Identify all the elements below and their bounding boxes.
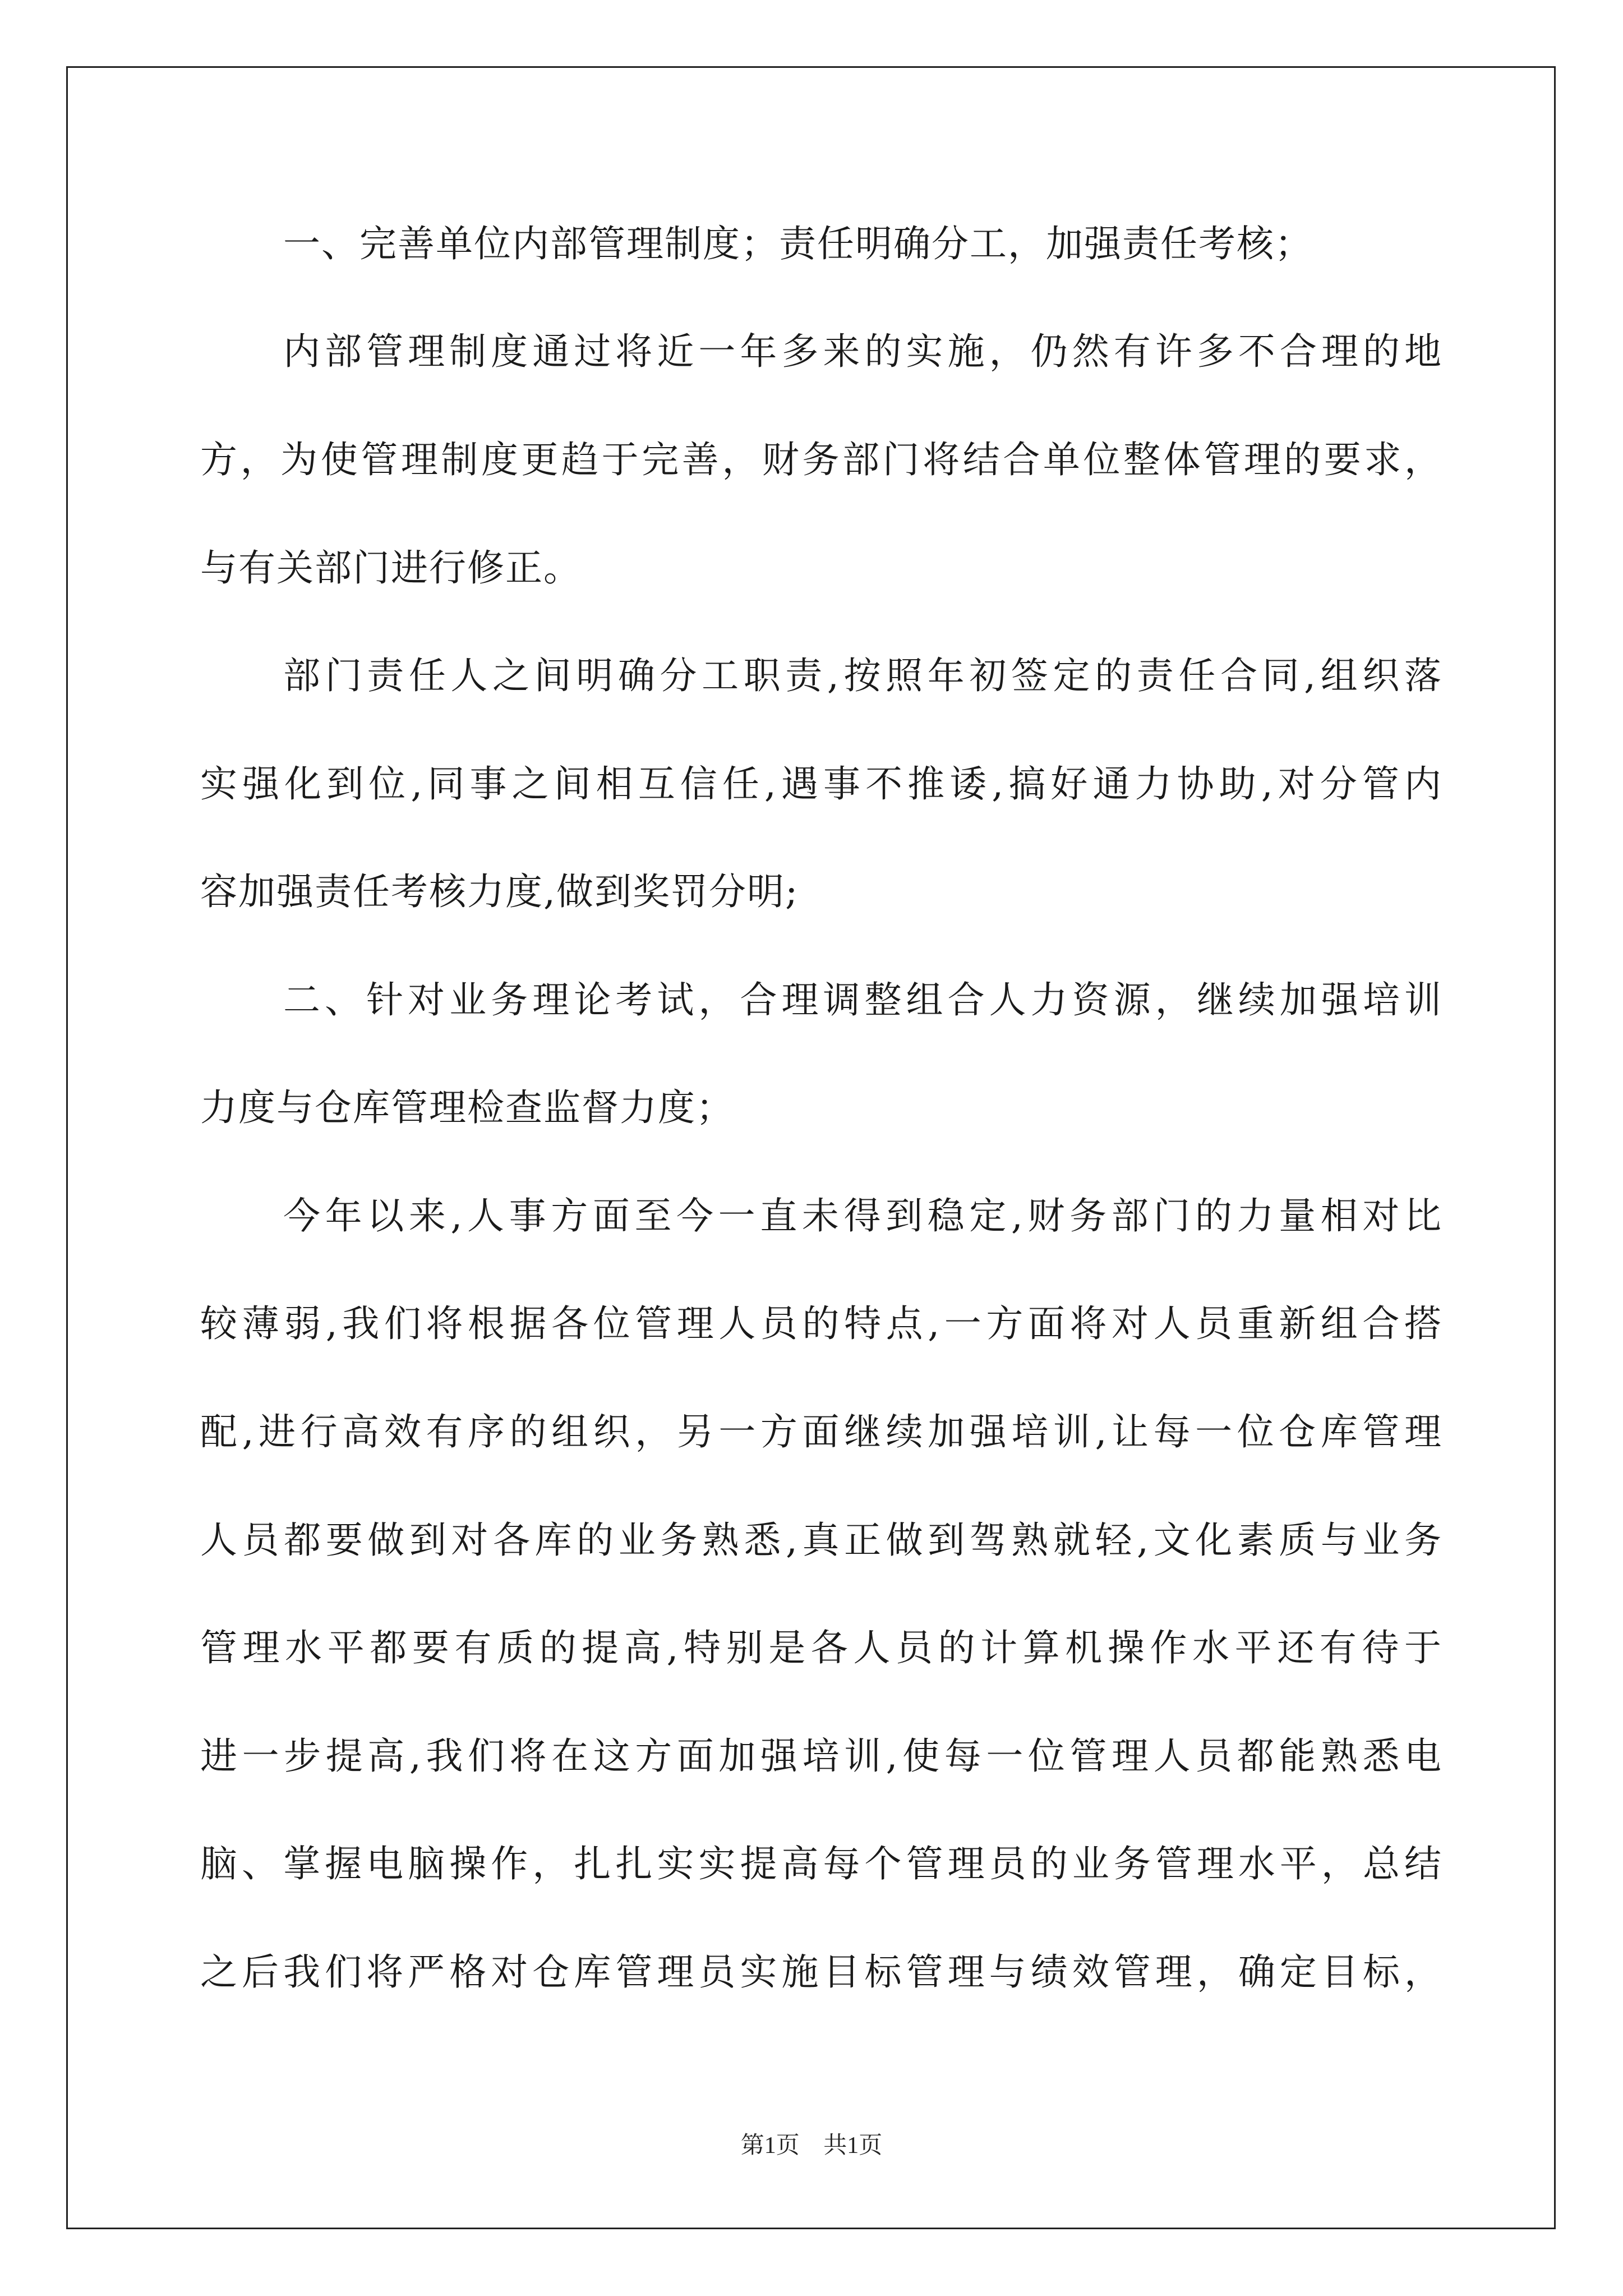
paragraph-line: 容加强责任考核力度,做到奖罚分明; xyxy=(200,870,799,913)
paragraph-line: 二、针对业务理论考试，合理调整组合人力资源，继续加强培训 xyxy=(283,978,1442,1022)
paragraph-line: 实强化到位,同事之间相互信任,遇事不推诿,搞好通力协助,对分管内 xyxy=(200,762,1442,806)
paragraph-line: 配,进行高效有序的组织，另一方面继续加强培训,让每一位仓库管理 xyxy=(200,1410,1442,1453)
paragraph-line: 今年以来,人事方面至今一直未得到稳定,财务部门的力量相对比 xyxy=(283,1194,1442,1237)
paragraph-line: 方，为使管理制度更趋于完善，财务部门将结合单位整体管理的要求， xyxy=(200,438,1442,481)
page-border xyxy=(66,66,1556,2229)
page-number: 第1页 xyxy=(740,2133,800,2159)
paragraph-line: 之后我们将严格对仓库管理员实施目标管理与绩效管理，确定目标， xyxy=(200,1950,1442,1994)
paragraph-line: 脑、掌握电脑操作，扎扎实实提高每个管理员的业务管理水平，总结 xyxy=(200,1842,1442,1885)
paragraph-line: 人员都要做到对各库的业务熟悉,真正做到驾熟就轻,文化素质与业务 xyxy=(200,1519,1442,1562)
paragraph-line: 进一步提高,我们将在这方面加强培训,使每一位管理人员都能熟悉电 xyxy=(200,1734,1442,1778)
paragraph-line: 与有关部门进行修正。 xyxy=(200,546,582,590)
page-total: 共1页 xyxy=(823,2133,883,2159)
paragraph-line: 较薄弱,我们将根据各位管理人员的特点,一方面将对人员重新组合搭 xyxy=(200,1302,1442,1345)
paragraph-line: 一、完善单位内部管理制度；责任明确分工，加强责任考核； xyxy=(283,222,1313,265)
page-footer xyxy=(0,2129,1623,2162)
paragraph-line: 管理水平都要有质的提高,特别是各人员的计算机操作水平还有待于 xyxy=(200,1626,1442,1669)
paragraph-line: 力度与仓库管理检查监督力度； xyxy=(200,1086,734,1129)
paragraph-line: 部门责任人之间明确分工职责,按照年初签定的责任合同,组织落 xyxy=(283,654,1442,697)
paragraph-line: 内部管理制度通过将近一年多来的实施，仍然有许多不合理的地 xyxy=(283,330,1442,373)
